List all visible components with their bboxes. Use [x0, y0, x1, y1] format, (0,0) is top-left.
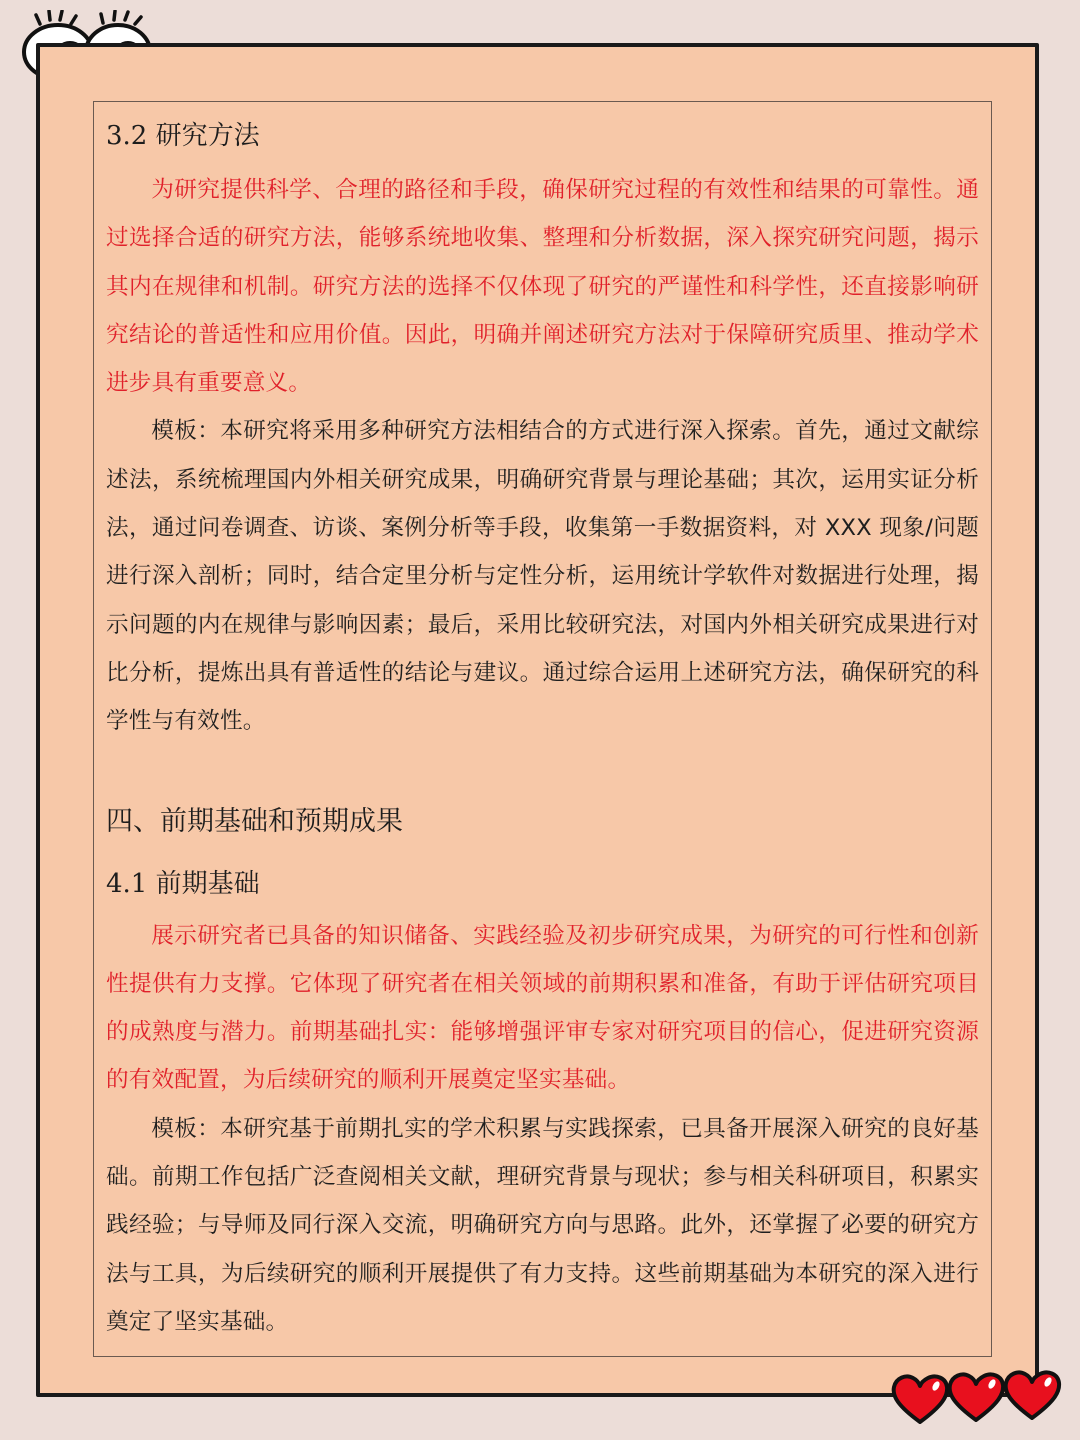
section-4-1-template: 模板：本研究基于前期扎实的学术积累与实践探索，已具备开展深入研究的良好基础。前期工作包括广泛查阅相关文献，理研究背景与现状；参与相关科研项目，积累实践经验；与导师及同行深入交流，明确研究方向与思路。此外，还掌握了必要的研究方法与工具，为后续研究的顺利开展提供了有力支持。这些前期基础为本研究的深入进行奠定了坚实基础。	[106, 1115, 979, 1335]
section-4-1-explanation: 展示研究者已具备的知识储备、实践经验及初步研究成果，为研究的可行性和创新性提供有力支撑。它体现了研究者在相关领域的前期积累和准备，有助于评估研究项目的成熟度与潜力。前期基础扎实：能够增强评审专家对研究项目的信心，促进研究资源的有效配置，为后续研究的顺利开展奠定坚实基础。	[106, 922, 979, 1094]
section-4-1-heading: 4.1 前期基础	[106, 868, 260, 899]
section-4-heading: 四、前期基础和预期成果	[106, 805, 403, 837]
three-hearts-icon	[890, 1370, 1070, 1434]
section-3-2-template: 模板：本研究将采用多种研究方法相结合的方式进行深入探索。首先，通过文献综述法，系统梳理国内外相关研究成果，明确研究背景与理论基础；其次，运用实证分析法，通过问卷调查、访谈、案例分析等手段，收集第一手数据资料，对 XXX 现象/问题进行深入剖析；同时，结合定里分析与定性分析，运用统计学软件对数据进行处理，揭示问题的内在规律与影响因素；最后，采用比较研究法，对国内外相关研究成果进行对比分析，提炼出具有普适性的结论与建议。通过综合运用上述研究方法，确保研究的科学性与有效性。	[106, 418, 979, 735]
section-3-2-explanation: 为研究提供科学、合理的路径和手段，确保研究过程的有效性和结果的可靠性。通过选择合适的研究方法，能够系统地收集、整理和分析数据，深入探究研究问题，揭示其内在规律和机制。研究方法的选择不仅体现了研究的严谨性和科学性，还直接影响研究结论的普适性和应用价值。因此，明确并阐述研究方法对于保障研究质里、推动学术进步具有重要意义。	[106, 177, 979, 397]
document-page	[93, 101, 992, 1357]
section-3-2-heading: 3.2 研究方法	[106, 121, 260, 151]
